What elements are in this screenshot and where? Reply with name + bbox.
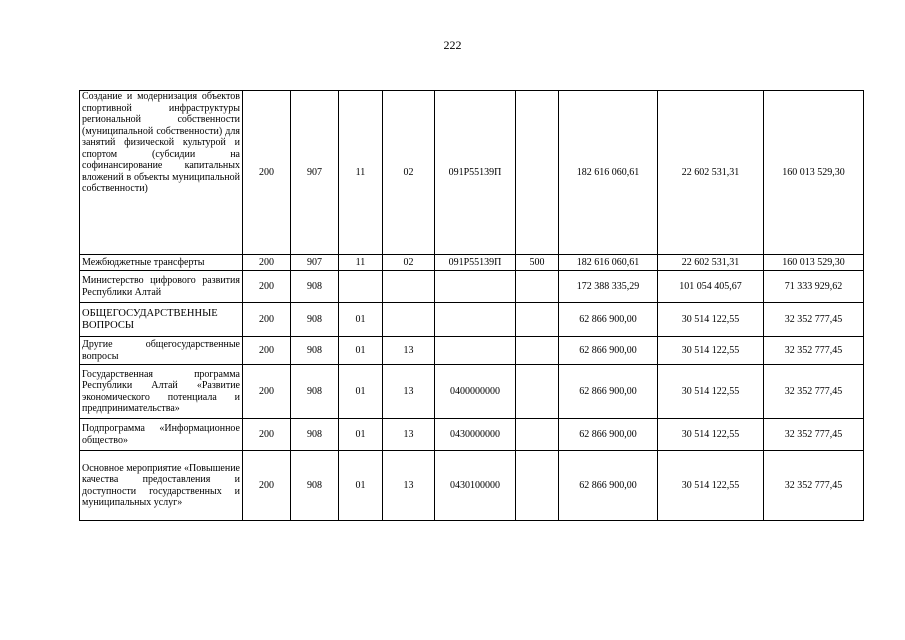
sum-cell: 30 514 122,55: [658, 365, 764, 419]
target-article-cell: 0430000000: [435, 419, 516, 451]
code-cell: 200: [243, 91, 291, 255]
ministry-code-cell: 908: [291, 303, 339, 337]
sum-cell: 30 514 122,55: [658, 303, 764, 337]
sum-cell: 22 602 531,31: [658, 255, 764, 271]
row-name: ОБЩЕГОСУДАРСТВЕННЫЕ ВОПРОСЫ: [80, 303, 243, 337]
target-article-cell: [435, 271, 516, 303]
subsection-cell: [383, 271, 435, 303]
target-article-cell: 091P55139П: [435, 91, 516, 255]
ministry-code-cell: 908: [291, 451, 339, 521]
expense-type-cell: [516, 419, 559, 451]
row-name: Основное мероприятие «Повышение качества предоставления и доступности государственных и муниципальных услуг»: [80, 451, 243, 521]
page-number: 222: [443, 38, 462, 52]
target-article-cell: 0400000000: [435, 365, 516, 419]
code-cell: 200: [243, 451, 291, 521]
ministry-code-cell: 908: [291, 365, 339, 419]
ministry-code-cell: 908: [291, 271, 339, 303]
sum-cell: 182 616 060,61: [559, 255, 658, 271]
target-article-cell: 0430100000: [435, 451, 516, 521]
section-cell: 01: [339, 303, 383, 337]
row-name: Создание и модернизация объектов спортивной инфраструктуры региональной собственности (муниципальной собственности) для занятий физической культурой и спортом (субсидии на софинансирование капитальных вложений в объекты муниципальной собственности): [80, 91, 243, 255]
sum-cell: 32 352 777,45: [764, 419, 864, 451]
expense-type-cell: [516, 271, 559, 303]
sum-cell: 71 333 929,62: [764, 271, 864, 303]
ministry-code-cell: 908: [291, 337, 339, 365]
subsection-cell: [383, 303, 435, 337]
sum-cell: 62 866 900,00: [559, 303, 658, 337]
expense-type-cell: [516, 91, 559, 255]
sum-cell: 160 013 529,30: [764, 255, 864, 271]
expense-type-cell: [516, 365, 559, 419]
sum-cell: 30 514 122,55: [658, 337, 764, 365]
sum-cell: 30 514 122,55: [658, 451, 764, 521]
ministry-code-cell: 907: [291, 255, 339, 271]
subsection-cell: 13: [383, 337, 435, 365]
subsection-cell: 13: [383, 451, 435, 521]
sum-cell: 182 616 060,61: [559, 91, 658, 255]
table-row: [80, 337, 864, 365]
expense-type-cell: [516, 337, 559, 365]
sum-cell: 62 866 900,00: [559, 451, 658, 521]
code-cell: 200: [243, 337, 291, 365]
sum-cell: 101 054 405,67: [658, 271, 764, 303]
ministry-code-cell: 908: [291, 419, 339, 451]
row-name: Подпрограмма «Информационное общество»: [80, 419, 243, 451]
code-cell: 200: [243, 365, 291, 419]
section-cell: 01: [339, 419, 383, 451]
sum-cell: 62 866 900,00: [559, 365, 658, 419]
table-row: [80, 255, 864, 271]
sum-cell: 62 866 900,00: [559, 419, 658, 451]
table-row: [80, 303, 864, 337]
sum-cell: 32 352 777,45: [764, 365, 864, 419]
table-row: [80, 365, 864, 419]
ministry-code-cell: 907: [291, 91, 339, 255]
row-name: Государственная программа Республики Алтай «Развитие экономического потенциала и предпринимательства»: [80, 365, 243, 419]
sum-cell: 32 352 777,45: [764, 303, 864, 337]
target-article-cell: [435, 337, 516, 365]
subsection-cell: 02: [383, 91, 435, 255]
subsection-cell: 13: [383, 419, 435, 451]
section-cell: 11: [339, 255, 383, 271]
sum-cell: 160 013 529,30: [764, 91, 864, 255]
section-cell: 01: [339, 451, 383, 521]
row-name: Межбюджетные трансферты: [80, 255, 243, 271]
budget-table: [79, 90, 864, 521]
target-article-cell: 091P55139П: [435, 255, 516, 271]
subsection-cell: 02: [383, 255, 435, 271]
target-article-cell: [435, 303, 516, 337]
subsection-cell: 13: [383, 365, 435, 419]
table-row: [80, 271, 864, 303]
sum-cell: 62 866 900,00: [559, 337, 658, 365]
sum-cell: 32 352 777,45: [764, 337, 864, 365]
code-cell: 200: [243, 303, 291, 337]
code-cell: 200: [243, 419, 291, 451]
expense-type-cell: 500: [516, 255, 559, 271]
code-cell: 200: [243, 255, 291, 271]
row-name: Другие общегосударственные вопросы: [80, 337, 243, 365]
section-cell: 11: [339, 91, 383, 255]
sum-cell: 22 602 531,31: [658, 91, 764, 255]
section-cell: 01: [339, 337, 383, 365]
sum-cell: 30 514 122,55: [658, 419, 764, 451]
table-row: [80, 91, 864, 255]
expense-type-cell: [516, 303, 559, 337]
expense-type-cell: [516, 451, 559, 521]
table-row: [80, 451, 864, 521]
table-row: [80, 419, 864, 451]
row-name: Министерство цифрового развития Республики Алтай: [80, 271, 243, 303]
code-cell: 200: [243, 271, 291, 303]
sum-cell: 32 352 777,45: [764, 451, 864, 521]
section-cell: [339, 271, 383, 303]
sum-cell: 172 388 335,29: [559, 271, 658, 303]
section-cell: 01: [339, 365, 383, 419]
